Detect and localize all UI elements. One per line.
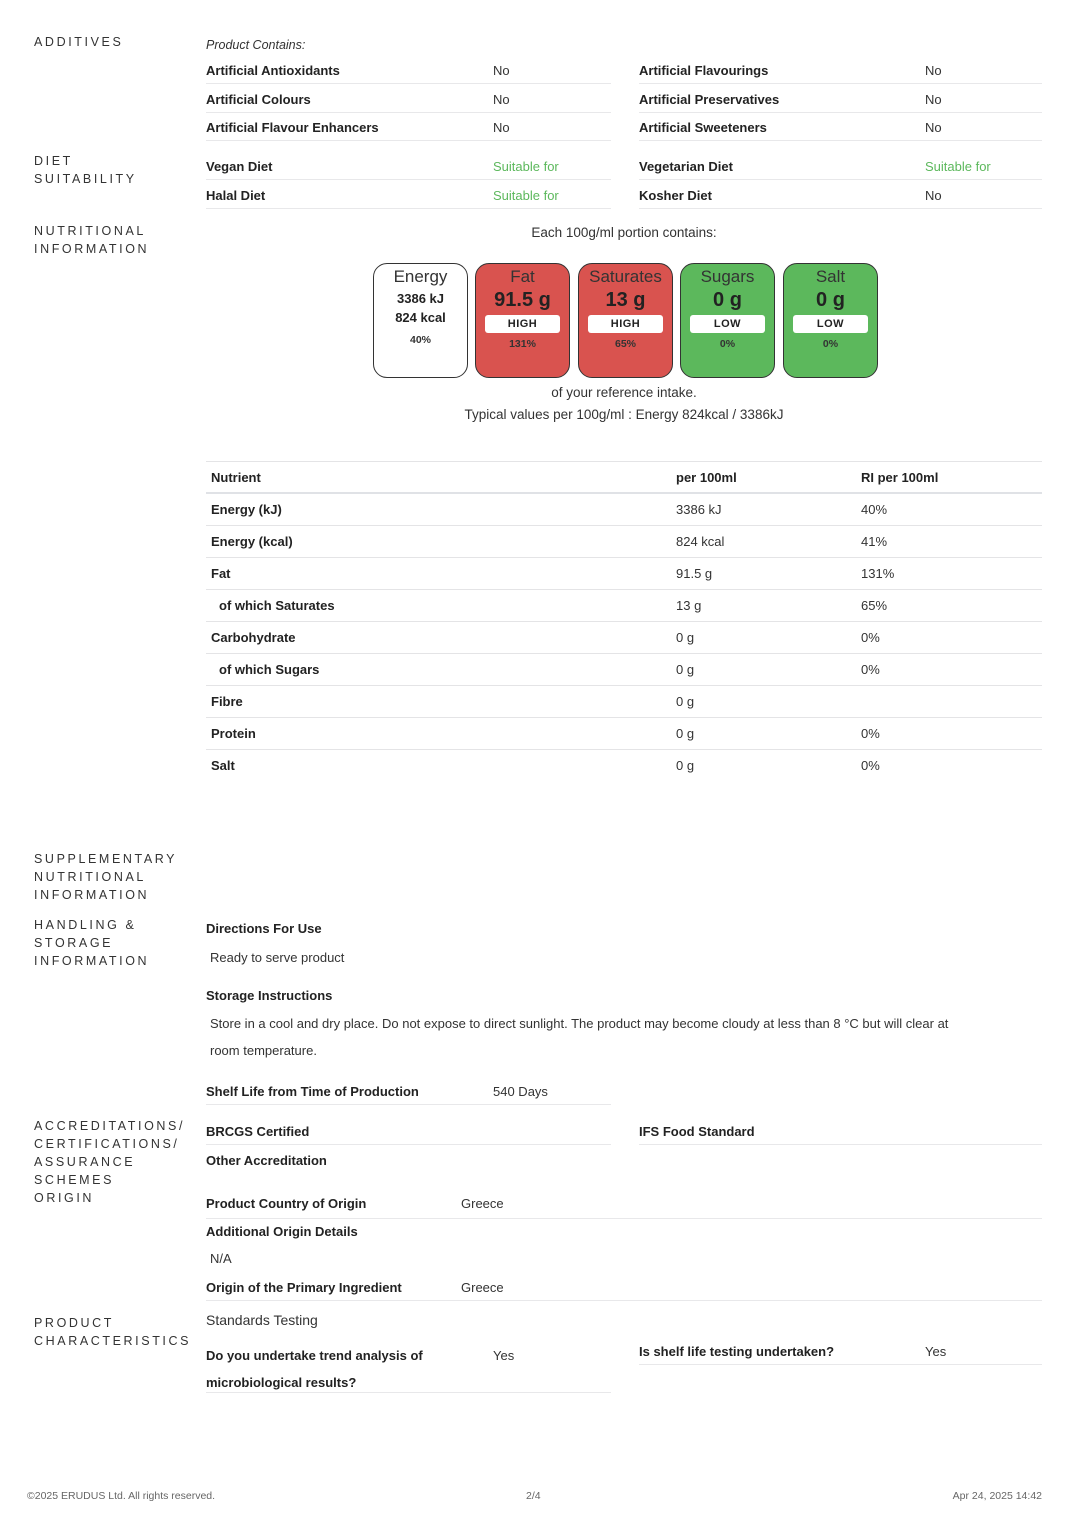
footer-copyright: ©2025 ERUDUS Ltd. All rights reserved.: [27, 1490, 216, 1502]
additive-row: [206, 55, 611, 84]
storage-line-2: room temperature.: [210, 1043, 317, 1058]
additive-label: Artificial Preservatives: [639, 92, 780, 107]
additive-row: [206, 112, 611, 141]
table-row: Protein 0 g 0%: [206, 718, 1042, 750]
table-row: of which Sugars 0 g 0%: [206, 654, 1042, 686]
country-origin-label: Product Country of Origin: [206, 1196, 367, 1211]
level-badge: HIGH: [588, 315, 663, 333]
additive-label: Artificial Colours: [206, 92, 311, 107]
diet-label: Vegan Diet: [206, 159, 273, 174]
ifs-label: IFS Food Standard: [639, 1124, 755, 1139]
section-label-supplementary-nutritional: SUPPLEMENTARY NUTRITIONAL INFORMATION: [34, 852, 178, 902]
ifs-row: [639, 1116, 1042, 1145]
other-accreditation-row: [206, 1145, 1042, 1219]
typical-values: Typical values per 100g/ml : Energy 824kcal / 3386kJ: [464, 407, 784, 422]
traffic-light-sugars: Sugars 0 g LOW 0%: [680, 263, 775, 378]
diet-label: Halal Diet: [206, 188, 266, 203]
table-row: Fibre 0 g: [206, 686, 1042, 718]
diet-row: [206, 151, 611, 180]
table-row: Energy (kJ) 3386 kJ 40%: [206, 494, 1042, 526]
table-row: Fat 91.5 g 131%: [206, 558, 1042, 590]
shelf-life-row: [206, 1076, 611, 1105]
traffic-light-saturates: Saturates 13 g HIGH 65%: [578, 263, 673, 378]
shelf-life-testing-label: Is shelf life testing undertaken?: [639, 1344, 835, 1359]
storage-line-1: Store in a cool and dry place. Do not expose to direct sunlight. The product may become cloudy at less than 8 °C but will clear at: [210, 1016, 949, 1031]
additive-row: [639, 55, 1042, 84]
section-label-nutritional-information: NUTRITIONAL INFORMATION: [34, 224, 150, 256]
diet-label: Vegetarian Diet: [639, 159, 733, 174]
primary-ingredient-label: Origin of the Primary Ingredient: [206, 1280, 402, 1295]
standards-testing-heading: Standards Testing: [206, 1312, 318, 1328]
brcgs-label: BRCGS Certified: [206, 1124, 310, 1139]
additive-value: No: [493, 63, 510, 78]
additive-label: Artificial Antioxidants: [206, 63, 340, 78]
portion-heading: Each 100g/ml portion contains:: [531, 225, 717, 240]
level-badge: LOW: [690, 315, 765, 333]
directions-label: Directions For Use: [206, 921, 322, 936]
additive-value: No: [493, 92, 510, 107]
level-badge: HIGH: [485, 315, 560, 333]
section-label-product-characteristics: PRODUCT CHARACTERISTICS: [34, 1316, 192, 1348]
footer-timestamp: Apr 24, 2025 14:42: [952, 1490, 1042, 1502]
column-header-per100: per 100ml: [676, 470, 737, 485]
additive-value: No: [925, 120, 942, 135]
additive-label: Artificial Sweeteners: [639, 120, 767, 135]
reference-note: of your reference intake.: [551, 385, 697, 400]
section-label-diet-suitability: DIET SUITABILITY: [34, 154, 137, 186]
section-label-handling-storage: HANDLING & STORAGE INFORMATION: [34, 918, 150, 968]
other-accreditation-label: Other Accreditation: [206, 1153, 327, 1168]
table-header-row: [206, 462, 1042, 494]
footer-page-number: 2/4: [526, 1490, 541, 1502]
primary-ingredient-value: Greece: [461, 1280, 504, 1295]
additive-row: [206, 84, 611, 113]
shelf-life-label: Shelf Life from Time of Production: [206, 1084, 419, 1099]
section-label-accreditations-origin: ACCREDITATIONS/ CERTIFICATIONS/ ASSURANCE SCHEMES ORIGIN: [34, 1119, 186, 1205]
diet-value: No: [925, 188, 942, 203]
diet-value: Suitable for: [493, 159, 559, 174]
table-row: Energy (kcal) 824 kcal 41%: [206, 526, 1042, 558]
diet-value: Suitable for: [925, 159, 991, 174]
additive-label: Artificial Flavourings: [639, 63, 769, 78]
shelf-life-value: 540 Days: [493, 1084, 548, 1099]
traffic-light-energy: Energy 3386 kJ 824 kcal 40%: [373, 263, 468, 378]
table-row: Carbohydrate 0 g 0%: [206, 622, 1042, 654]
diet-row: [639, 151, 1042, 180]
table-row: of which Saturates 13 g 65%: [206, 590, 1042, 622]
diet-label: Kosher Diet: [639, 188, 712, 203]
diet-row: [206, 180, 611, 209]
country-origin-value: Greece: [461, 1196, 504, 1211]
shelf-life-testing-value: Yes: [925, 1344, 947, 1359]
traffic-light-salt: Salt 0 g LOW 0%: [783, 263, 878, 378]
level-badge: LOW: [793, 315, 868, 333]
trend-analysis-row: [206, 1338, 611, 1393]
column-header-ri: RI per 100ml: [861, 470, 939, 485]
trend-analysis-value: Yes: [493, 1348, 515, 1363]
table-row: Salt 0 g 0%: [211, 758, 880, 773]
additive-row: [639, 112, 1042, 141]
trend-analysis-label: Do you undertake trend analysis of microbiological results?: [206, 1348, 423, 1390]
additional-origin-value: N/A: [210, 1251, 232, 1266]
additive-value: No: [925, 92, 942, 107]
additives-intro: Product Contains:: [206, 38, 306, 52]
brcgs-row: [206, 1116, 611, 1145]
primary-ingredient-row: [206, 1272, 1042, 1301]
additive-value: No: [493, 120, 510, 135]
additional-origin-label: Additional Origin Details: [206, 1224, 358, 1239]
diet-value: Suitable for: [493, 188, 559, 203]
nutrition-table: [206, 461, 1042, 782]
section-label-additives: ADDITIVES: [34, 35, 124, 49]
shelf-life-testing-row: [639, 1336, 1042, 1365]
column-header-nutrient: Nutrient: [211, 470, 261, 485]
traffic-light-fat: Fat 91.5 g HIGH 131%: [475, 263, 570, 378]
diet-row: [639, 180, 1042, 209]
additive-label: Artificial Flavour Enhancers: [206, 120, 379, 135]
directions-value: Ready to serve product: [210, 950, 345, 965]
storage-label: Storage Instructions: [206, 988, 333, 1003]
additive-value: No: [925, 63, 942, 78]
additive-row: [639, 84, 1042, 113]
